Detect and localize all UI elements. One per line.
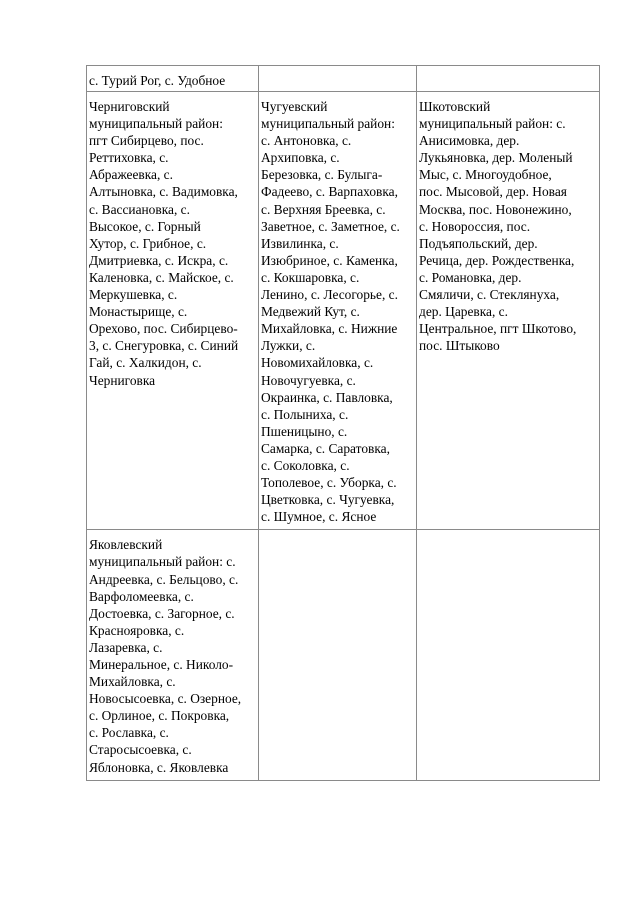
table-cell	[417, 66, 600, 92]
table-cell	[417, 92, 600, 530]
table-cell	[259, 92, 417, 530]
table-cell	[87, 92, 259, 530]
table-row	[87, 66, 600, 92]
cell-text: Яковлевский муниципальный район: с. Андреевка, с. Бельцово, с. Варфоломеевка, с. Достоевка, с. Загорное, с. Краснояровка, с. Лазаревка, с. Минеральное, с. Николо- Михайловка, с. Новосысоевка, с. Озерное, с. Орлиное, с. Покровка, с. Рославка, с. Старосысоевка, с. Яблоновка, с. Яковлевка	[89, 537, 242, 775]
table-cell	[259, 530, 417, 780]
cell-text: Черниговский муниципальный район: пгт Сибирцево, пос. Реттиховка, с. Абражеевка, с. Алтыновка, с. Вадимовка, с. Вассиановка, с. Высокое, с. Горный Хутор, с. Грибное, с. Дмитриевка, с. Искра, с. Каленовка, с. Майское, с. Меркушевка, с. Монастырище, с. Орехово, пос. Сибирцево- 3, с. Снегуровка, с. Синий Гай, с. Халкидон, с. Черниговка	[89, 99, 239, 388]
cell-text: с. Турий Рог, с. Удобное	[89, 73, 226, 88]
districts-table	[86, 65, 600, 781]
table-cell	[87, 66, 259, 92]
table-cell	[259, 66, 417, 92]
table-cell	[417, 530, 600, 780]
table-row	[87, 92, 600, 530]
cell-text: Шкотовский муниципальный район: с. Анисимовка, дер. Лукьяновка, дер. Моленый Мыс, с. Многоудобное, пос. Мысовой, дер. Новая Москва, пос. Новонежино, с. Новороссия, пос. Подъяпольский, дер. Речица, дер. Рождественка, с. Романовка, дер. Смяличи, с. Стеклянуха, дер. Царевка, с. Центральное, пгт Шкотово, пос. Штыково	[419, 99, 577, 354]
table-cell	[87, 530, 259, 780]
table-row	[87, 530, 600, 780]
cell-text: Чугуевский муниципальный район: с. Антоновка, с. Архиповка, с. Березовка, с. Булыга- Фадеево, с. Варпаховка, с. Верхняя Бреевка, с. Заветное, с. Заметное, с. Извилинка, с. Изюбриное, с. Каменка, с. Кокшаровка, с. Ленино, с. Лесогорье, с. Медвежий Кут, с. Михайловка, с. Нижние Лужки, с. Новомихайловка, с. Новочугуевка, с. Окраинка, с. Павловка, с. Полыниха, с. Пшеницыно, с. Самарка, с. Саратовка, с. Соколовка, с. Тополевое, с. Уборка, с. Цветковка, с. Чугуевка, с. Шумное, с. Ясное	[261, 99, 400, 525]
